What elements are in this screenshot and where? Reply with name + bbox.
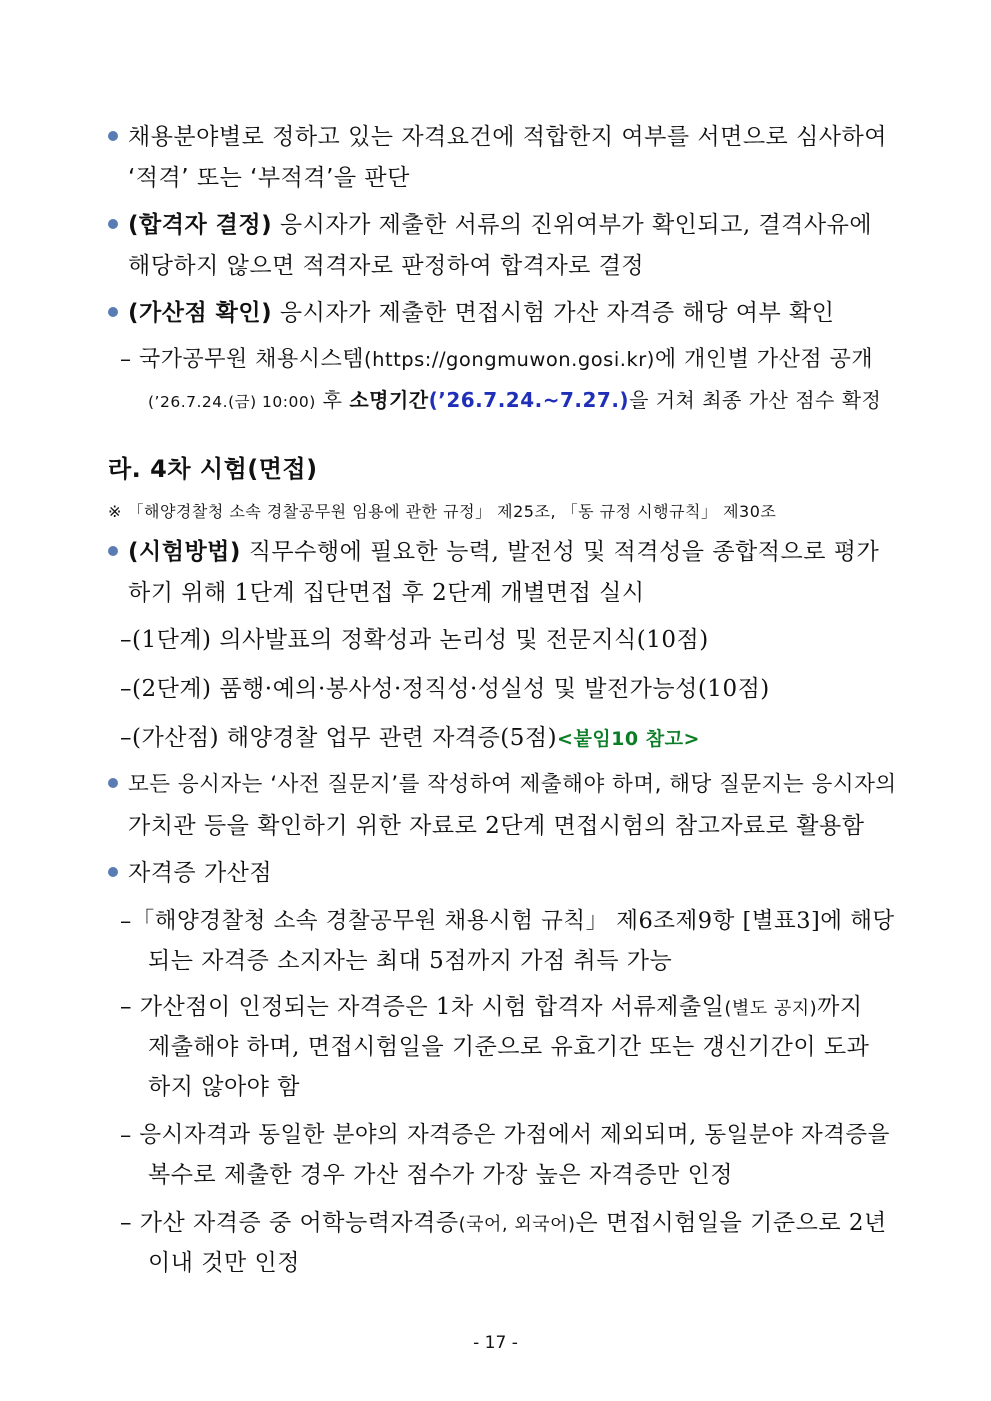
paragraph-line — [108, 210, 872, 240]
sub-item-aside: (별도 공지) — [724, 998, 818, 1019]
attachment-reference: <붙임10 참고> — [557, 728, 700, 750]
paragraph-line — [108, 298, 834, 328]
paragraph-line — [128, 578, 645, 608]
paragraph-label: (시험방법) — [128, 539, 241, 565]
section-heading: 라. 4차 시험(면접) — [108, 455, 318, 483]
sub-item-text: 까지 — [817, 994, 863, 1020]
sub-item-line: 복수로 제출한 경우 가산 점수가 가장 높은 자격증만 인정 — [148, 1162, 734, 1188]
sub-item-text: – 국가공무원 채용시스템 — [120, 347, 365, 372]
emphasis-text: 소명기간 — [349, 388, 429, 412]
sub-item-aside: (국어, 외국어) — [458, 1214, 576, 1235]
paragraph-text: 모든 응시자는 ‘사전 질문지’를 작성하여 제출해야 하며, 해당 질문지는 응시자의 — [128, 772, 897, 797]
bullet-icon — [108, 131, 118, 141]
sub-item-text: – 가산점이 인정되는 자격증은 1차 시험 합격자 서류제출일 — [120, 994, 725, 1020]
paragraph-text: ‘적격’ 또는 ‘부적격’을 판단 — [128, 165, 410, 191]
sub-item-line — [148, 385, 881, 417]
sub-item-text: –(가산점) 해양경찰 업무 관련 자격증(5점) — [120, 725, 558, 751]
url-text: (https://gongmuwon.gosi.kr) — [364, 348, 655, 371]
sub-item-text: 을 거쳐 최종 가산 점수 확정 — [629, 388, 882, 412]
paragraph-line — [108, 858, 272, 888]
sub-item-line: 되는 자격증 소지자는 최대 5점까지 가점 취득 가능 — [148, 948, 673, 974]
paragraph-label: (합격자 결정) — [128, 212, 273, 238]
sub-item-line — [120, 992, 863, 1024]
sub-item-line: –「해양경찰청 소속 경찰공무원 채용시험 규칙」 제6조제9항 [별표3]에 해당 — [120, 908, 895, 934]
bullet-icon — [108, 546, 118, 556]
paragraph-line — [108, 537, 879, 567]
paragraph-text: 해당하지 않으면 적격자로 판정하여 합격자로 결정 — [128, 253, 645, 279]
bullet-icon — [108, 867, 118, 877]
sub-item-line: 하지 않아야 함 — [148, 1074, 300, 1100]
bullet-icon — [108, 307, 118, 317]
sub-item-line: –(2단계) 품행·예의·봉사성·정직성·성실성 및 발전가능성(10점) — [120, 676, 770, 702]
paragraph-text: 하기 위해 1단계 집단면접 후 2단계 개별면접 실시 — [128, 580, 645, 606]
paragraph-text: 응시자가 제출한 면접시험 가산 자격증 해당 여부 확인 — [272, 300, 835, 326]
sub-item-line — [120, 723, 700, 754]
sub-item-text: 후 — [315, 388, 350, 412]
paragraph-text: 직무수행에 필요한 능력, 발전성 및 적격성을 종합적으로 평가 — [240, 539, 880, 565]
highlight-date: (’26.7.24.~7.27.) — [428, 388, 630, 412]
bullet-icon — [108, 219, 118, 229]
sub-item-line: 이내 것만 인정 — [148, 1250, 300, 1276]
sub-item-text: – 가산 자격증 중 어학능력자격증 — [120, 1210, 459, 1236]
date-text: (’26.7.24.(금) 10:00) — [148, 393, 316, 411]
paragraph-text: 채용분야별로 정하고 있는 자격요건에 적합한지 여부를 서면으로 심사하여 — [128, 124, 887, 150]
paragraph-line — [108, 770, 897, 800]
bullet-icon — [108, 778, 118, 788]
sub-item-line — [120, 344, 873, 375]
sub-item-text: 은 면접시험일을 기준으로 2년 — [575, 1210, 887, 1236]
paragraph-text: 응시자가 제출한 서류의 진위여부가 확인되고, 결격사유에 — [272, 212, 873, 238]
sub-item-line: –(1단계) 의사발표의 정확성과 논리성 및 전문지식(10점) — [120, 627, 709, 653]
page-number: - 17 - — [473, 1333, 518, 1353]
sub-item-line: 제출해야 하며, 면접시험일을 기준으로 유효기간 또는 갱신기간이 도과 — [148, 1034, 870, 1060]
paragraph-line — [108, 122, 887, 152]
paragraph-text: 자격증 가산점 — [128, 860, 273, 886]
sub-item-text: 에 개인별 가산점 공개 — [654, 347, 874, 372]
paragraph-text: 가치관 등을 확인하기 위한 자료로 2단계 면접시험의 참고자료로 활용함 — [128, 813, 865, 839]
paragraph-line — [128, 251, 644, 281]
sub-item-line: – 응시자격과 동일한 분야의 자격증은 가점에서 제외되며, 동일분야 자격증을 — [120, 1122, 890, 1148]
paragraph-label: (가산점 확인) — [128, 300, 273, 326]
paragraph-line — [128, 811, 864, 841]
paragraph-line — [128, 163, 410, 193]
sub-item-line — [120, 1208, 887, 1240]
reference-note: ※ 「해양경찰청 소속 경찰공무원 임용에 관한 규정」 제25조, 「동 규정 시행규칙」 제30조 — [108, 502, 777, 521]
